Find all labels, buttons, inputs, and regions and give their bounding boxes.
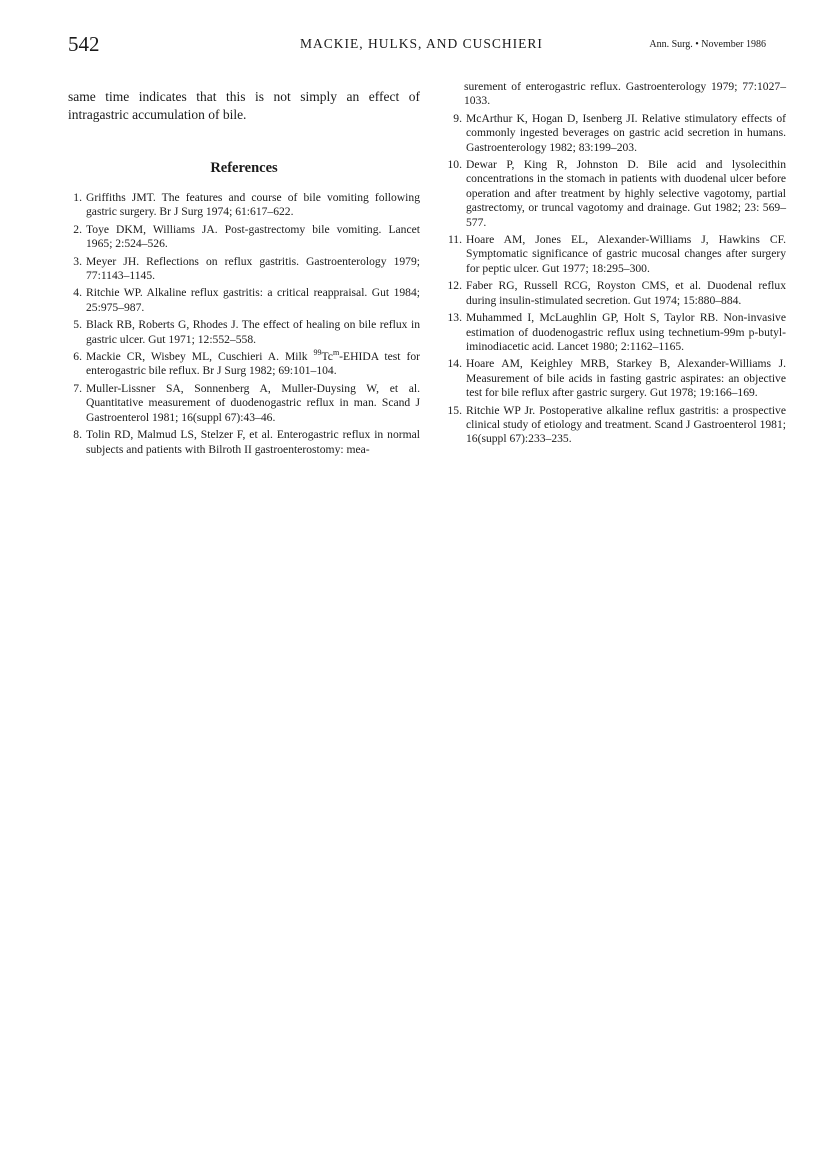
reference-number: 9. (453, 111, 462, 125)
reference-text: Mackie CR, Wisbey ML, Cuschieri A. Milk (86, 350, 314, 364)
reference-item (68, 382, 420, 425)
reference-item (446, 158, 786, 230)
reference-number: 6. (73, 350, 82, 364)
isotope-superscript: 99 (313, 348, 322, 358)
reference-text: Ritchie WP Jr. Postoperative alkaline reflux gastritis: a prospective clinical study of etiology and treatment. Scand J Gastroenterol 1981; 16(suppl 67):233–235. (466, 403, 786, 446)
journal-date: Ann. Surg. • November 1986 (649, 39, 766, 50)
reference-text: Tc (321, 350, 333, 364)
references-heading: References (210, 160, 278, 176)
reference-number: 5. (73, 318, 82, 332)
reference-text: Muller-Lissner SA, Sonnenberg A, Muller-Duysing W, et al. Quantitative measurement of duodenogastric reflux in man. Scand J Gastroenterol 1981; 16(suppl 67):43–46. (86, 381, 420, 424)
reference-item (446, 357, 786, 400)
reference-item (68, 428, 420, 457)
reference-item (446, 404, 786, 447)
reference-text: Faber RG, Russell RCG, Royston CMS, et al. Duodenal reflux during insulin-stimulated secretion. Gut 1974; 15:880–884. (466, 279, 786, 307)
reference-text: Meyer JH. Reflections on reflux gastritis. Gastroenterology 1979; 77:1143–1145. (86, 254, 420, 283)
reference-text: Griffiths JMT. The features and course of bile vomiting following gastric surgery. Br J Surg 1974; 61:617–622. (86, 191, 420, 219)
reference-number: 12. (447, 279, 462, 293)
reference-number: 8. (73, 428, 82, 442)
reference-text: Black RB, Roberts G, Rhodes J. The effect of healing on bile reflux in gastric ulcer. Gut 1971; 12:552–558. (86, 318, 420, 346)
reference-number: 13. (447, 311, 462, 325)
reference-number: 14. (447, 357, 462, 371)
reference-item (446, 233, 786, 276)
reference-list-left (68, 191, 420, 457)
reference-text: Hoare AM, Jones EL, Alexander-Williams J, Hawkins CF. Symptomatic significance of gastric mucosal changes after surgery for peptic ulcer. Gut 1977; 18:295–300. (466, 233, 786, 275)
reference-text: Hoare AM, Keighley MRB, Starkey B, Alexander-Williams J. Measurement of bile acids in fasting gastric aspirates: an objective test for bile reflux after gastric surgery. Gut 1978; 19:166–169. (466, 357, 786, 400)
reference-number: 7. (73, 381, 82, 395)
reference-text: Muhammed I, McLaughlin GP, Holt S, Taylor RB. Non-invasive estimation of duodenogastric reflux using technetium-99m p-butyl-iminodiacetic acid. Lancet 1980; 2:1162–1165. (466, 311, 786, 353)
reference-text: Dewar P, King R, Johnston D. Bile acid and lysolecithin concentrations in the stomach in patients with duodenal ulcer before operation and after treatment by highly selective vagotomy, partial gastrectomy, or truncal vagotomy and drainage. Gut 1982; 23: 569–577. (466, 158, 786, 229)
reference-item (68, 255, 420, 284)
reference-number: 3. (73, 254, 82, 268)
reference-number: 2. (73, 222, 82, 236)
reference-text: Ritchie WP. Alkaline reflux gastritis: a critical reappraisal. Gut 1984; 25:975–987. (86, 286, 420, 314)
reference-number: 4. (73, 286, 82, 300)
right-column (446, 80, 786, 450)
reference-continuation: surement of enterogastric reflux. Gastroenterology 1979; 77:1027–1033. (464, 80, 786, 108)
reference-number: 11. (447, 233, 462, 247)
reference-item (68, 286, 420, 315)
reference-item (68, 350, 420, 379)
reference-text: Toye DKM, Williams JA. Post-gastrectomy bile vomiting. Lancet 1965; 2:524–526. (86, 222, 420, 251)
reference-item (446, 311, 786, 354)
left-column (68, 88, 420, 460)
reference-list-right (446, 112, 786, 447)
reference-item (68, 191, 420, 220)
reference-item (68, 223, 420, 252)
reference-text: -EHIDA test for enterogastric bile reflux. Br J Surg 1982; 69:101–104. (86, 350, 420, 378)
reference-number: 1. (73, 191, 82, 204)
reference-text: McArthur K, Hogan D, Isenberg JI. Relative stimulatory effects of commonly ingested beverages on gastric acid secretion in humans. Gastroenterology 1982; 83:199–203. (466, 111, 786, 154)
reference-item (446, 279, 786, 308)
page-number: 542 (68, 32, 100, 56)
body-paragraph: same time indicates that this is not simply an effect of intragastric accumulation of bile. (68, 89, 420, 122)
reference-number: 15. (447, 403, 462, 417)
reference-text: Tolin RD, Malmud LS, Stelzer F, et al. Enterogastric reflux in normal subjects and patients with Bilroth II gastroenterostomy: mea- (86, 428, 420, 456)
reference-item (68, 318, 420, 347)
isotope-superscript: m (332, 348, 340, 358)
reference-item (446, 112, 786, 155)
reference-number: 10. (447, 158, 462, 172)
running-head: MACKIE, HULKS, AND CUSCHIERI (300, 36, 543, 51)
